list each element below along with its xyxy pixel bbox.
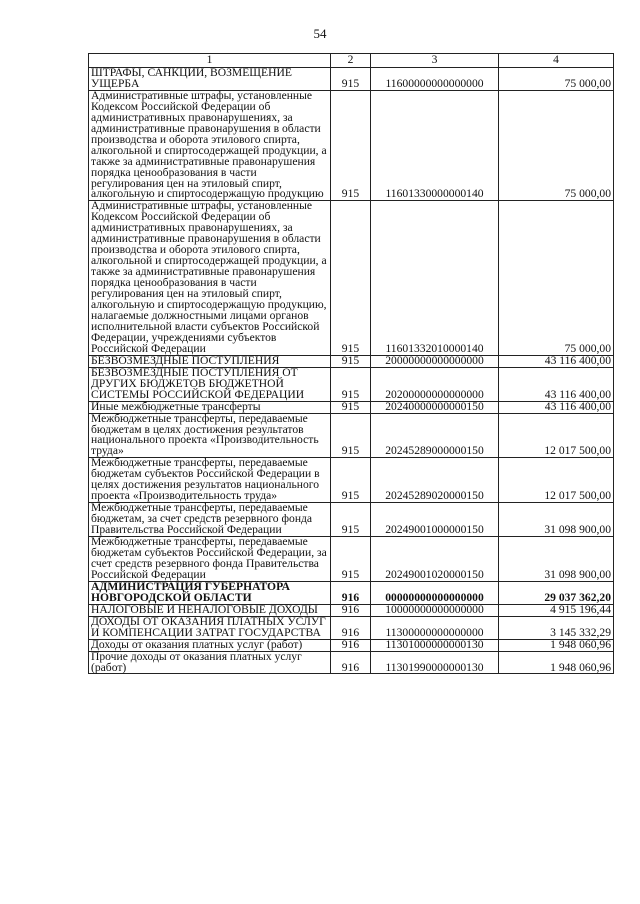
table-row [89,458,614,503]
row-amount: 3 145 332,29 [499,616,614,639]
row-name: Административные штрафы, установленные Кодексом Российской Федерации об административных правонарушениях, за административные правонарушения в области производства и оборота этилового спирта, алкогольной и спиртосодержащей продукции, а также за административные правонарушения порядка ценообразования в части регулирования цен на этиловый спирт, алкогольную и спиртосодержащую продукцию, налагаемые должностными лицами органов исполнительной власти субъектов Российской Федерации, учреждениями субъектов Российской Федерации [89,201,331,355]
row-admin-code: 915 [331,201,371,355]
row-budget-code: 11301990000000130 [371,651,499,674]
row-amount: 75 000,00 [499,68,614,91]
row-name: Прочие доходы от оказания платных услуг (работ) [89,651,331,674]
row-name: БЕЗВОЗМЕЗДНЫЕ ПОСТУПЛЕНИЯ ОТ ДРУГИХ БЮДЖЕТОВ БЮДЖЕТНОЙ СИСТЕМЫ РОССИЙСКОЙ ФЕДЕРАЦИИ [89,367,331,401]
row-name: Межбюджетные трансферты, передаваемые бюджетам, за счет средств резервного фонда Правительства Российской Федерации [89,503,331,537]
row-budget-code: 10000000000000000 [371,604,499,616]
row-name: Межбюджетные трансферты, передаваемые бюджетам субъектов Российской Федерации в целях достижения результатов национального проекта «Производительность труда» [89,458,331,503]
row-budget-code: 20240000000000150 [371,401,499,413]
row-admin-code: 915 [331,458,371,503]
row-budget-code: 11600000000000000 [371,68,499,91]
row-budget-code: 11301000000000130 [371,639,499,651]
table-row [89,413,614,458]
page-number: 54 [313,26,327,41]
row-budget-code: 11300000000000000 [371,616,499,639]
header-col-3: 3 [371,54,499,68]
table-row [89,503,614,537]
row-budget-code: 20249001020000150 [371,537,499,582]
table-row [89,581,614,604]
row-admin-code: 916 [331,616,371,639]
row-budget-code: 11601332010000140 [371,201,499,355]
row-budget-code: 20249001000000150 [371,503,499,537]
row-name: НАЛОГОВЫЕ И НЕНАЛОГОВЫЕ ДОХОДЫ [89,604,331,616]
table-row [89,90,614,201]
row-amount: 4 915 196,44 [499,604,614,616]
table-row [89,201,614,355]
row-amount: 1 948 060,96 [499,651,614,674]
table-row [89,651,614,674]
row-amount: 12 017 500,00 [499,458,614,503]
row-admin-code: 916 [331,604,371,616]
row-admin-code: 915 [331,355,371,367]
row-admin-code: 916 [331,651,371,674]
row-amount: 31 098 900,00 [499,537,614,582]
row-amount: 43 116 400,00 [499,355,614,367]
row-amount: 43 116 400,00 [499,367,614,401]
table-row [89,367,614,401]
row-amount: 29 037 362,20 [499,581,614,604]
row-budget-code: 20245289000000150 [371,413,499,458]
row-name: Межбюджетные трансферты, передаваемые бюджетам субъектов Российской Федерации, за счет средств резервного фонда Правительства Российской Федерации [89,537,331,582]
row-amount: 12 017 500,00 [499,413,614,458]
row-admin-code: 915 [331,537,371,582]
row-name: ШТРАФЫ, САНКЦИИ, ВОЗМЕЩЕНИЕ УЩЕРБА [89,68,331,91]
row-name: Доходы от оказания платных услуг (работ) [89,639,331,651]
row-budget-code: 00000000000000000 [371,581,499,604]
row-budget-code: 20245289020000150 [371,458,499,503]
row-admin-code: 915 [331,413,371,458]
row-admin-code: 915 [331,503,371,537]
row-admin-code: 915 [331,90,371,201]
table-row [89,616,614,639]
row-admin-code: 915 [331,401,371,413]
row-name: Административные штрафы, установленные Кодексом Российской Федерации об административных правонарушениях, за административные правонарушения в области производства и оборота этилового спирта, алкогольной и спиртосодержащей продукции, а также за административные правонарушения порядка ценообразования в части регулирования цен на этиловый спирт, алкогольную и спиртосодержащую продукцию [89,90,331,201]
row-budget-code: 20000000000000000 [371,355,499,367]
row-name: БЕЗВОЗМЕЗДНЫЕ ПОСТУПЛЕНИЯ [89,355,331,367]
table-row [89,68,614,91]
table-row [89,537,614,582]
row-admin-code: 915 [331,367,371,401]
row-amount: 31 098 900,00 [499,503,614,537]
row-amount: 75 000,00 [499,201,614,355]
row-name: Межбюджетные трансферты, передаваемые бюджетам в целях достижения результатов национального проекта «Производительность труда» [89,413,331,458]
row-budget-code: 20200000000000000 [371,367,499,401]
header-col-4: 4 [499,54,614,68]
row-amount: 43 116 400,00 [499,401,614,413]
row-admin-code: 916 [331,581,371,604]
header-col-2: 2 [331,54,371,68]
row-name: АДМИНИСТРАЦИЯ ГУБЕРНАТОРА НОВГОРОДСКОЙ ОБЛАСТИ [89,581,331,604]
row-amount: 1 948 060,96 [499,639,614,651]
row-name: ДОХОДЫ ОТ ОКАЗАНИЯ ПЛАТНЫХ УСЛУГ И КОМПЕНСАЦИИ ЗАТРАТ ГОСУДАРСТВА [89,616,331,639]
row-admin-code: 915 [331,68,371,91]
budget-revenue-table [88,53,614,674]
header-col-1: 1 [89,54,331,68]
row-admin-code: 916 [331,639,371,651]
row-amount: 75 000,00 [499,90,614,201]
row-budget-code: 11601330000000140 [371,90,499,201]
row-name: Иные межбюджетные трансферты [89,401,331,413]
